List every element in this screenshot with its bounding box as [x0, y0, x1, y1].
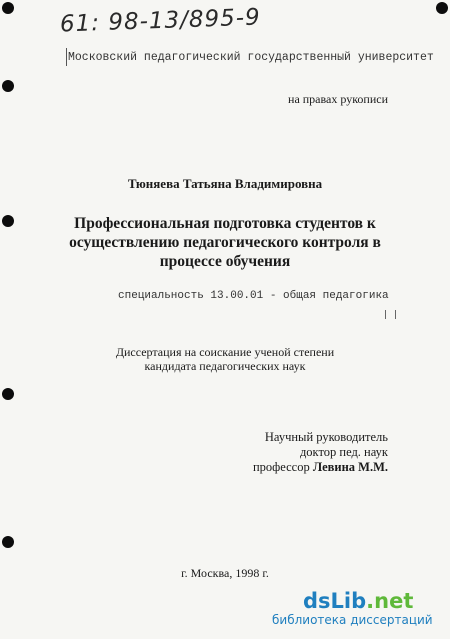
- supervisor-title: профессор: [252, 460, 313, 474]
- title-line: осуществлению педагогического контроля в: [69, 234, 381, 251]
- logo-main: dsLib: [303, 589, 367, 613]
- punch-hole-icon: [2, 2, 14, 14]
- supervisor-role: Научный руководитель: [264, 430, 388, 444]
- city-year: г. Москва, 1998 г.: [181, 566, 269, 580]
- degree-line: кандидата педагогических наук: [144, 359, 306, 373]
- dissertation-title: [50, 214, 400, 271]
- university-name: Московский педагогический государственный университет: [68, 51, 434, 64]
- title-line: Профессиональная подготовка студентов к: [74, 215, 376, 232]
- punch-hole-icon: [436, 2, 448, 14]
- watermark-subtitle: библиотека диссертаций: [272, 613, 433, 627]
- margin-mark: [66, 48, 67, 66]
- supervisor-degree: доктор пед. наук: [299, 445, 388, 459]
- punch-hole-icon: [2, 536, 14, 548]
- specialty-line: специальность 13.00.01 - общая педагогика: [118, 290, 389, 302]
- punch-hole-icon: [2, 80, 14, 92]
- manuscript-rights: на правах рукописи: [288, 92, 388, 106]
- archive-code-handwritten: 61: 98-13/895-9: [59, 4, 262, 38]
- degree-statement: [0, 345, 450, 373]
- supervisor-title-line: [253, 460, 388, 475]
- scan-mark: [385, 310, 386, 319]
- logo-tld: .net: [366, 589, 414, 613]
- author-name: Тюняева Татьяна Владимировна: [127, 176, 323, 191]
- title-line: процессе обучения: [159, 253, 291, 270]
- supervisor-block: [253, 430, 388, 475]
- punch-hole-icon: [2, 388, 14, 400]
- degree-line: Диссертация на соискание ученой степени: [115, 345, 335, 359]
- scan-mark: [395, 310, 396, 319]
- watermark-logo: [303, 589, 413, 613]
- supervisor-name: Левина М.М.: [312, 460, 388, 474]
- punch-hole-icon: [2, 215, 14, 227]
